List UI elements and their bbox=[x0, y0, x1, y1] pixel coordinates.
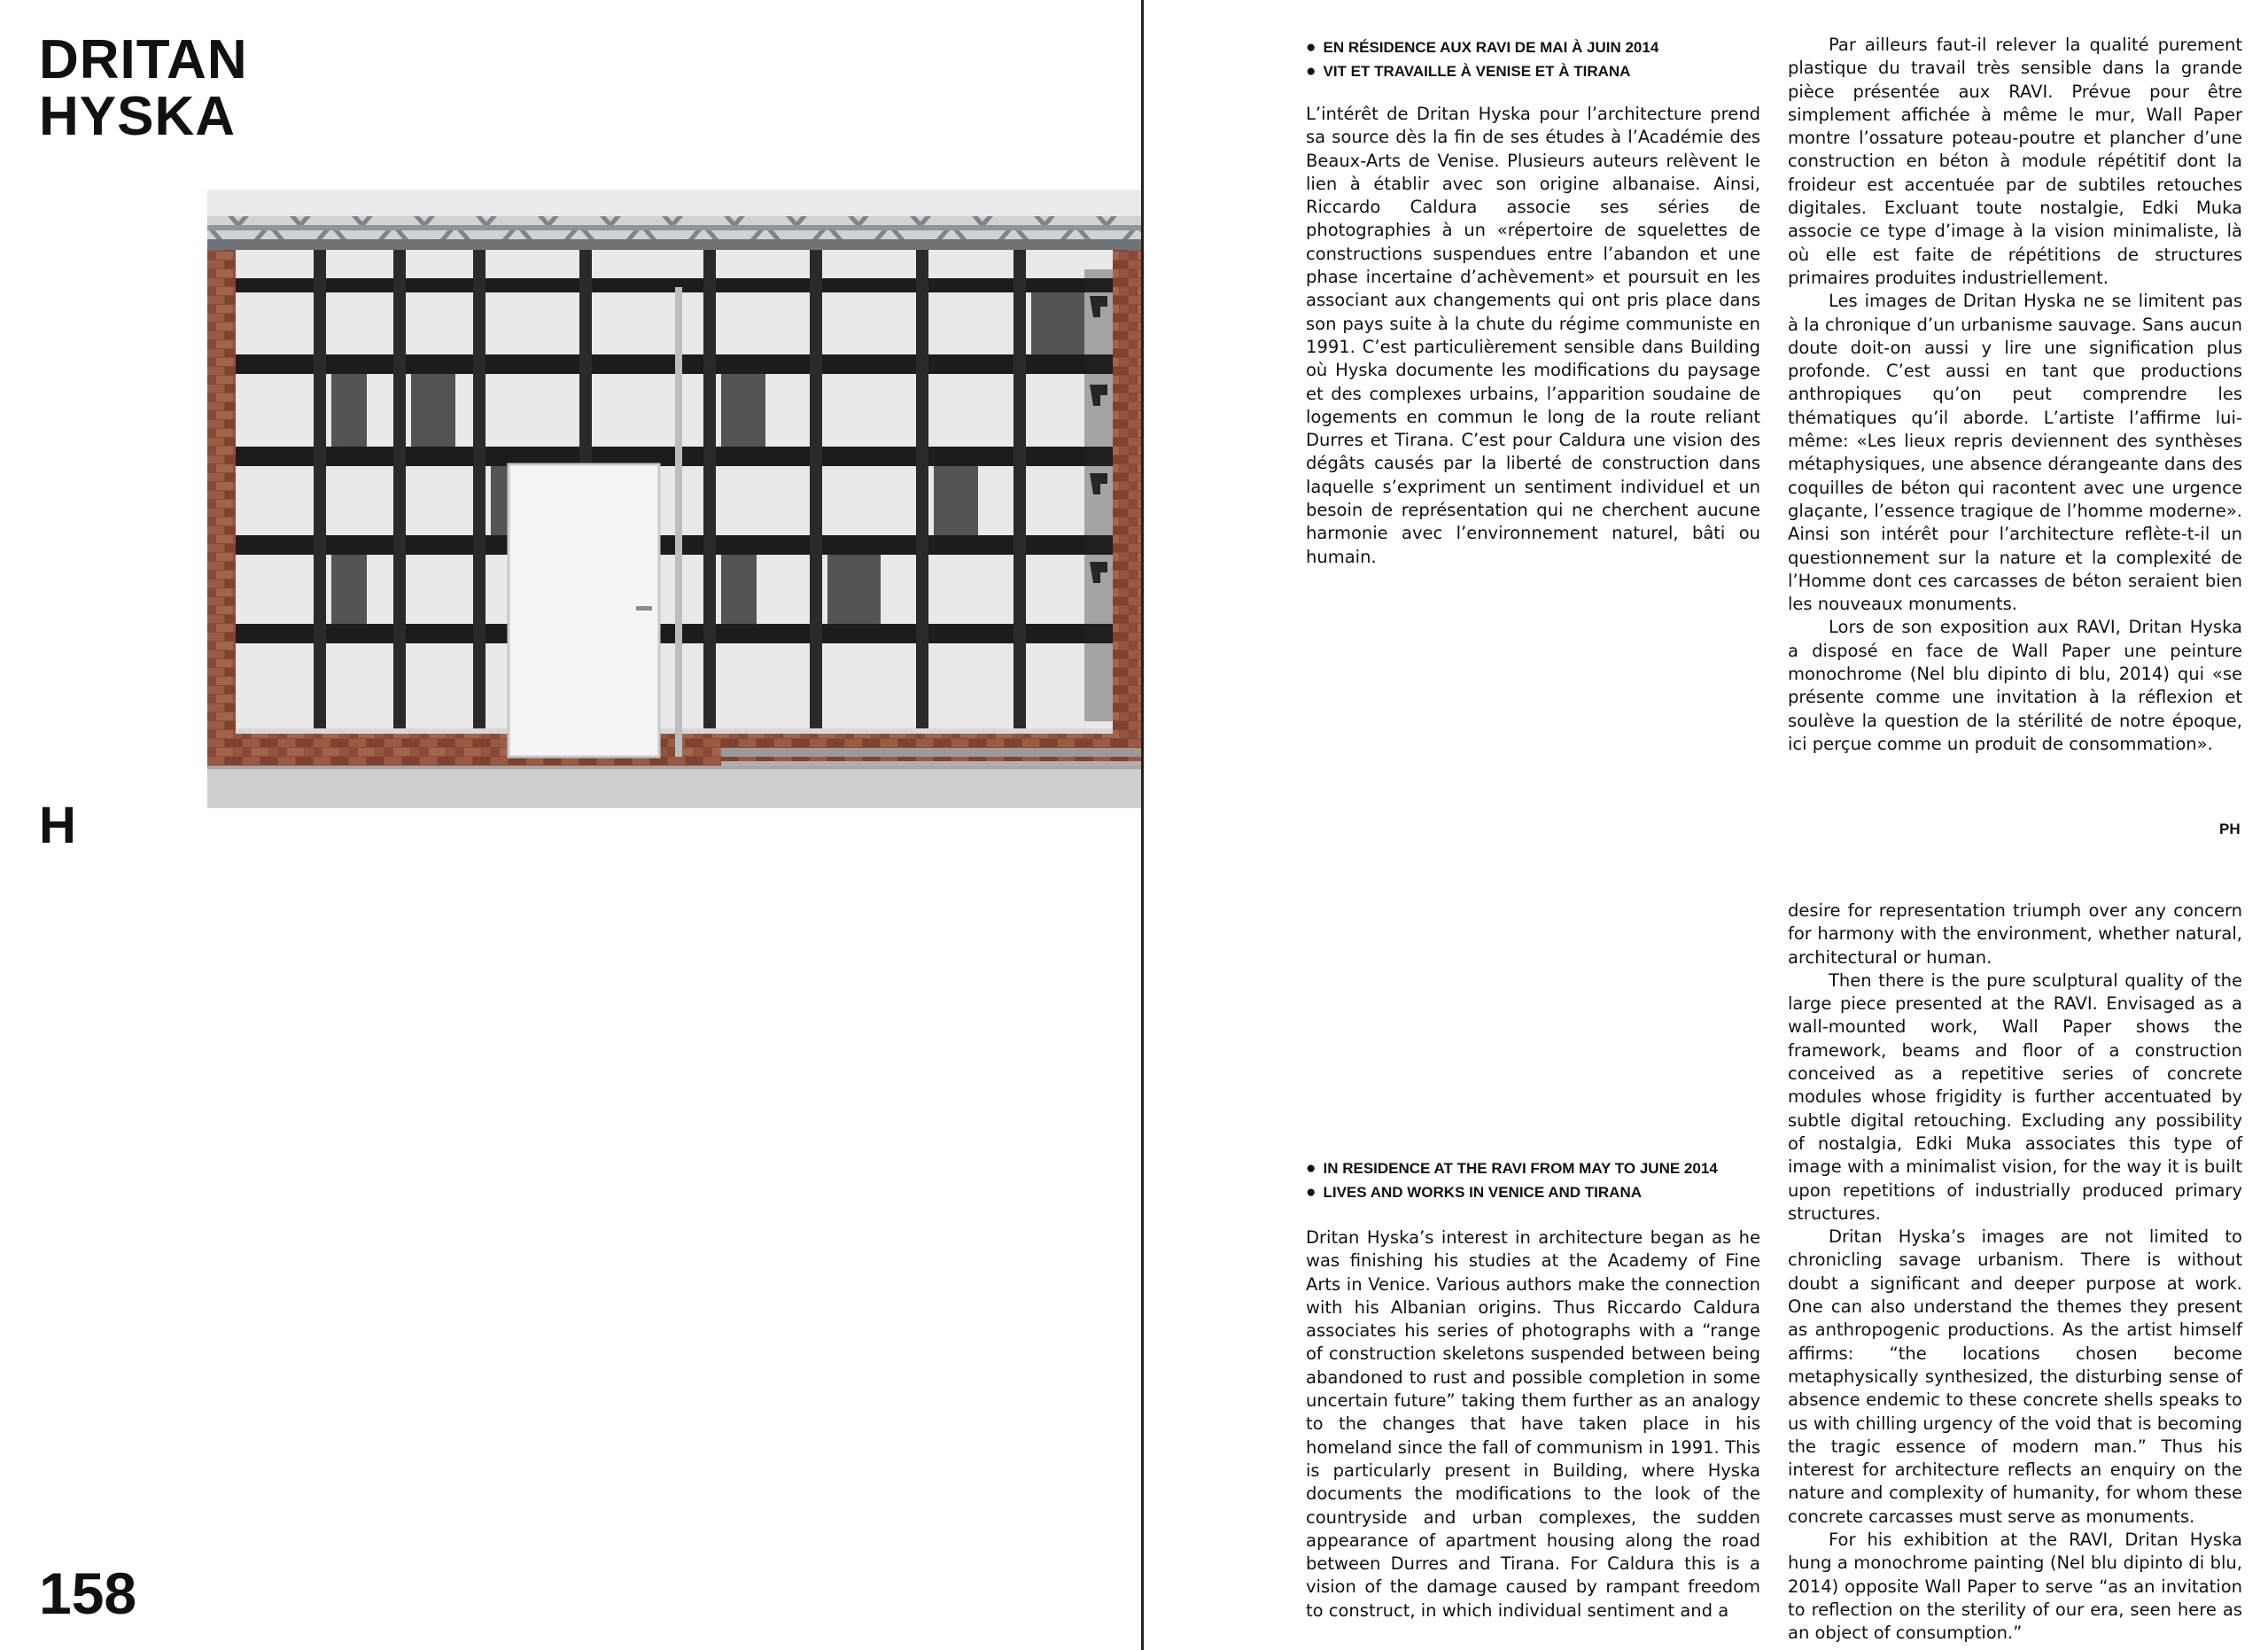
book-spine bbox=[1141, 0, 1144, 1650]
wall-paper-installation-image bbox=[207, 190, 1141, 808]
artist-name bbox=[39, 29, 248, 147]
french-paragraph: Par ailleurs faut-il relever la qualité purement plastique du travail très sensible dans la grande pièce présentée aux RAVI. Prévue pour être simplement affichée à même le mur, Wall Paper montre l’ossature poteau-poutre et plancher d’une construction en béton à module répétitif dont la froideur est accentuée par de subtiles retouches digitales. Excluant toute nostalgie, Edki Muka associe ce type d’image à la vision minimaliste, là où elle est faite de répétitions de structures primaires produites industriellement. bbox=[1788, 35, 2242, 288]
english-column-2 bbox=[1788, 899, 2242, 1646]
english-meta-lives: ● LIVES AND WORKS IN VENICE AND TIRANA bbox=[1306, 1180, 1718, 1204]
section-letter: H bbox=[39, 797, 76, 854]
english-meta-list bbox=[1306, 1156, 1718, 1204]
english-paragraph: desire for representation triumph over any concern for harmony with the environment, whether natural, architectural or human. bbox=[1788, 900, 2242, 968]
english-paragraph: For his exhibition at the RAVI, Dritan Hyska hung a monochrome painting (Nel blu dipinto di blu, 2014) opposite Wall Paper to serve “as an invitation to reflection on the sterility of our era, seen here as an object of consumption.” bbox=[1788, 1529, 2242, 1644]
french-column-1 bbox=[1306, 103, 1760, 569]
artist-name-line-2: HYSKA bbox=[39, 86, 237, 147]
english-paragraph: Then there is the pure sculptural quality of the large piece presented at the RAVI. Envisaged as a wall-mounted work, Wall Paper shows the framework, beams and floor of a construction conceived as a repetitive series of concrete modules whose frigidity is further accentuated by subtle digital retouching. Excluding any possibility of nostalgia, Edki Muka associates this type of image with a minimalist vision, for the way it is built upon repetitions of industrially produced primary structures. bbox=[1788, 969, 2242, 1224]
french-column-2 bbox=[1788, 34, 2242, 756]
english-paragraph: Dritan Hyska’s interest in architecture began as he was finishing his studies at the Academy of Fine Arts in Venice. Various authors make the connection with his Albanian origins. Thus Riccardo Caldura associates his series of photographs with a “range of construction skeletons suspended between being abandoned to rust and possible completion in some uncertain future” taking them further as an analogy to the changes that have taken place in his homeland since the fall of communism in 1991. This is particularly present in Building, where Hyska documents the modifications to the look of the countryside and urban complexes, the sudden appearance of apartment housing along the road between Durres and Tirana. For Caldura this is a vision of the damage caused by rampant freedom to construct, in which individual sentiment and a bbox=[1306, 1227, 1760, 1621]
artist-name-line-1: DRITAN bbox=[39, 29, 248, 90]
author-initials: PH bbox=[2219, 821, 2241, 837]
french-paragraph: Les images de Dritan Hyska ne se limitent pas à la chronique d’un urbanisme sauvage. Sans aucun doute doit-on aussi y lire une signification plus profonde. C’est aussi en tant que productions anthropiques qu’on peut comprendre les thématiques qu’il aborde. L’artiste l’affirme lui-même: «Les lieux repris deviennent des synthèses métaphysiques, une absence dérangeante dans des coquilles de béton qui racontent avec une urgence glaçante, l’essence tragique de l’homme moderne». Ainsi son intérêt pour l’architecture reflète-t-il un questionnement sur la nature et la complexité de l’Homme dont ces carcasses de béton seraient bien les nouveaux monuments. bbox=[1788, 291, 2242, 615]
french-meta-list bbox=[1306, 35, 1658, 83]
english-column-1 bbox=[1306, 1226, 1760, 1623]
french-paragraph: L’intérêt de Dritan Hyska pour l’architecture prend sa source dès la fin de ses études à l’Académie des Beaux-Arts de Venise. Plusieurs auteurs relèvent le lien à établir avec son origine albanaise. Ainsi, Riccardo Caldura associe ses séries de photographies à un «répertoire de squelettes de constructions suspendues entre l’abandon et une phase incertaine d’achèvement» et poursuit en les associant aux changements qui ont pris place dans son pays suite à la chute du régime communiste en 1991. C’est particulièrement sensible dans Building où Hyska documente les modifications du paysage et des complexes urbains, l’apparition soudaine de logements en commun le long de la route reliant Durres et Tirana. C’est pour Caldura une vision des dégâts causés par la liberté de construction dans laquelle s’expriment un sentiment individuel et un besoin de représentation qui ne cherchent aucune harmonie avec l’environnement naturel, bâti ou humain. bbox=[1306, 104, 1760, 567]
page-number: 158 bbox=[39, 1560, 137, 1626]
french-meta-residence: ● EN RÉSIDENCE AUX RAVI DE MAI À JUIN 2014 bbox=[1306, 35, 1658, 59]
french-meta-lives: ● VIT ET TRAVAILLE À VENISE ET À TIRANA bbox=[1306, 59, 1658, 83]
english-meta-residence: ● IN RESIDENCE AT THE RAVI FROM MAY TO JUNE 2014 bbox=[1306, 1156, 1718, 1180]
installation-photo bbox=[207, 190, 1141, 808]
english-paragraph: Dritan Hyska’s images are not limited to chronicling savage urbanism. There is without doubt a significant and deeper purpose at work. One can also understand the themes they present as anthropogenic productions. As the artist himself affirms: “the locations chosen become metaphysically synthesized, the disturbing sense of absence endemic to these concrete shells speaks to us with chilling urgency of the void that is becoming the tragic essence of modern man.” Thus his interest for architecture reflects an enquiry on the nature and complexity of humanity, for whom these concrete carcasses must serve as monuments. bbox=[1788, 1226, 2242, 1527]
french-paragraph: Lors de son exposition aux RAVI, Dritan Hyska a disposé en face de Wall Paper une peinture monochrome (Nel blu dipinto di blu, 2014) qui «se présente comme une invitation à la réflexion et soulève la question de la stérilité de notre époque, ici perçue comme un produit de consommation». bbox=[1788, 617, 2242, 754]
